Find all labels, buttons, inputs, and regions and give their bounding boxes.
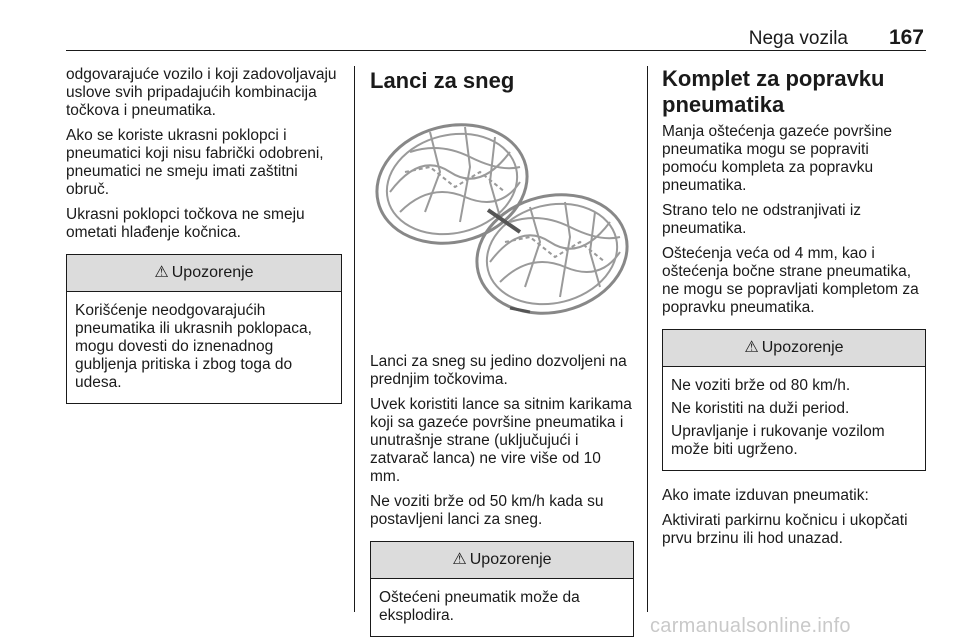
column-3 (662, 66, 926, 555)
warning-title: Upozorenje (469, 551, 552, 568)
paragraph: Uvek koristiti lance sa sitnim karikama koji sa gazeće površine pneumatika i unutrašnje strane (uključujući i zatvarač lanca) ne vire više od 10 mm. (370, 396, 632, 485)
warning-title: Upozorenje (171, 264, 254, 281)
paragraph: Ne voziti brže od 50 km/h kada su postavljeni lanci za sneg. (370, 493, 604, 528)
warning-body (67, 292, 341, 403)
warning-triangle-icon: ⚠ (452, 551, 467, 568)
warning-header (67, 255, 341, 292)
warning-triangle-icon: ⚠ (744, 339, 759, 356)
section-heading: Komplet za popravku pneumatika (662, 66, 885, 117)
paragraph: Ako se koriste ukrasni poklopci i pneumatici koji nisu fabrički odobreni, pneumatici ne smeju imati zaštitni obruč. (66, 127, 324, 198)
paragraph: Aktivirati parkirnu kočnicu i ukopčati prvu brzinu ili hod unazad. (662, 512, 908, 547)
warning-text: Ne koristiti na duži period. (671, 400, 850, 417)
warning-body (371, 579, 633, 636)
paragraph: Strano telo ne odstranjivati iz pneumatika. (662, 202, 862, 237)
warning-text: Korišćenje neodgovarajućih pneumatika ili ukrasnih poklopaca, mogu dovesti do iznenadnog gubljenja pritiska i zbog toga do udesa. (75, 302, 312, 391)
column-2 (370, 66, 634, 637)
warning-text: Upravljanje i rukovanje vozilom može biti ugrženo. (671, 423, 885, 458)
column-1 (66, 66, 342, 404)
warning-box (66, 254, 342, 404)
column-divider-2 (647, 66, 648, 612)
warning-text: Oštećeni pneumatik može da eksplodira. (379, 589, 580, 624)
section-title: Nega vozila (748, 28, 848, 49)
warning-header (663, 330, 925, 367)
paragraph: Manja oštećenja gazeće površine pneumatika mogu se popraviti pomoću kompleta za popravku pneumatika. (662, 123, 893, 194)
watermark: carmanualsonline.info (650, 615, 851, 637)
section-heading: Lanci za sneg (370, 68, 515, 93)
paragraph: Ukrasni poklopci točkova ne smeju ometati hlađenje kočnica. (66, 206, 305, 241)
warning-body (663, 367, 925, 470)
paragraph: Ako imate izduvan pneumatik: (662, 487, 869, 504)
paragraph: odgovarajuće vozilo i koji zadovoljavaju uslove svih pripadajućih kombinacija točkova i pneumatika. (66, 66, 337, 119)
paragraph: Oštećenja veća od 4 mm, kao i oštećenja bočne strane pneumatika, ne mogu se popravljati kompletom za popravku pneumatika. (662, 245, 919, 316)
page-number: 167 (888, 26, 924, 49)
warning-box (370, 541, 634, 637)
warning-text: Ne voziti brže od 80 km/h. (671, 377, 851, 394)
snow-chains-illustration (370, 112, 634, 326)
warning-header (371, 542, 633, 579)
warning-title: Upozorenje (761, 339, 844, 356)
warning-box (662, 329, 926, 471)
paragraph: Lanci za sneg su jedino dozvoljeni na prednjim točkovima. (370, 353, 627, 388)
column-divider-1 (354, 66, 355, 612)
warning-triangle-icon: ⚠ (154, 264, 169, 281)
page-header (66, 26, 926, 51)
